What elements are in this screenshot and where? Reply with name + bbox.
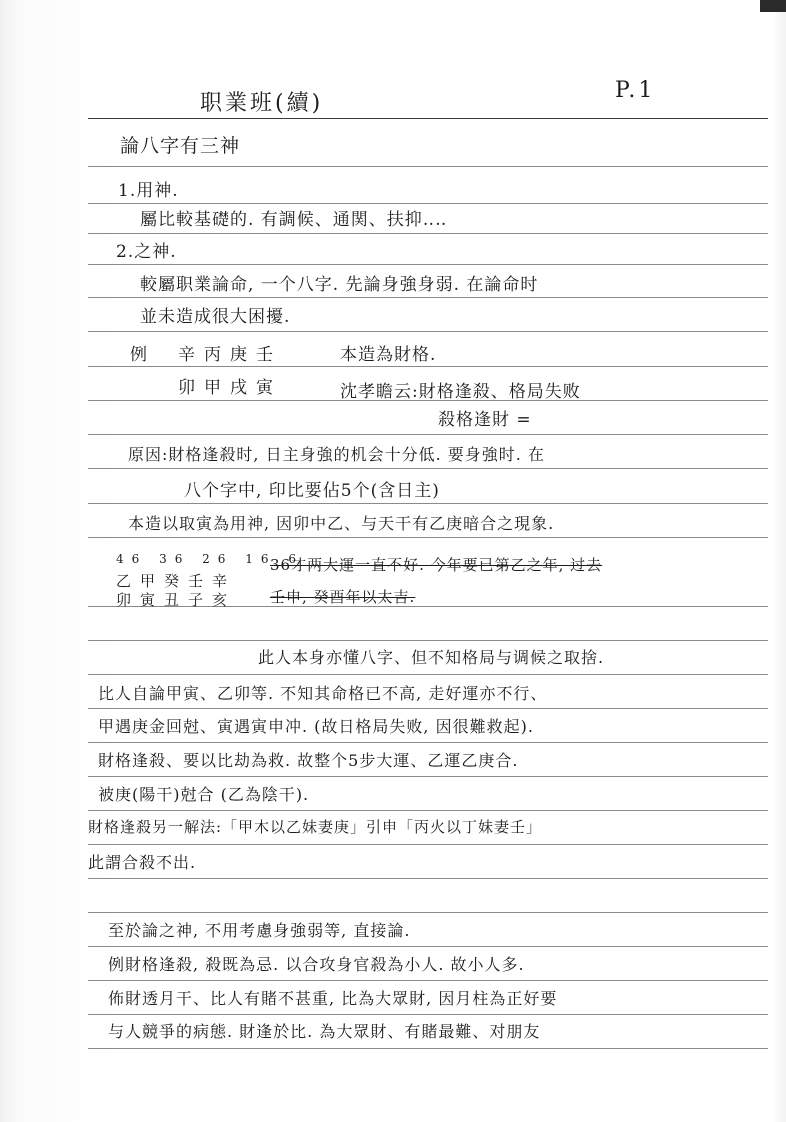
text-line: 財格逢殺另一解法:「甲木以乙妹妻庚」引申「丙火以丁妹妻壬」: [88, 818, 543, 836]
ruled-line: [88, 810, 768, 811]
ruled-line: [88, 503, 768, 504]
ruled-line: [88, 537, 768, 538]
text-line: 佈財透月干、比人有賭不甚重, 比為大眾財, 因月柱為正好要: [108, 989, 558, 1008]
text-line: 本造以取寅為用神, 因卯中乙、与天干有乙庚暗合之現象.: [128, 514, 555, 533]
ruled-line: [88, 233, 768, 234]
ruled-line: [88, 366, 768, 367]
text-line: 原因:財格逢殺时, 日主身強的机会十分低. 要身強时. 在: [128, 445, 545, 464]
text-line: 此人本身亦懂八字、但不知格局与调候之取捨.: [258, 648, 605, 667]
text-line: 被庚(陽干)尅合 (乙為陰干).: [98, 785, 310, 804]
ruled-line: [88, 203, 768, 204]
text-line: 八个字中, 印比要佔5个(含日主): [184, 481, 440, 501]
ruled-line: [88, 264, 768, 265]
text-line: 比人自論甲寅、乙卯等. 不知其命格已不高, 走好運亦不行、: [98, 684, 548, 703]
ruled-line: [88, 708, 768, 709]
item-heading-yongshen: 1.用神.: [118, 181, 179, 201]
luck-stems: 乙甲癸壬辛: [116, 572, 237, 590]
page-number: P.1: [615, 78, 656, 103]
chart-stems: 辛丙庚壬: [178, 345, 282, 365]
ruled-line: [88, 118, 768, 119]
ruled-line: [88, 1048, 768, 1049]
ruled-line: [88, 166, 768, 167]
ruled-line: [88, 878, 768, 879]
text-line: 36才两大運一直不好. 今年要已第乙之年, 过去: [270, 556, 603, 574]
page-title: 职業班(續): [200, 91, 324, 116]
example-label: 例: [130, 345, 148, 365]
text-line: 壬申, 癸酉年以太吉.: [270, 588, 416, 606]
text-line: 屬比較基礎的. 有調候、通関、扶抑‥‥: [140, 210, 448, 230]
ruled-line: [88, 1014, 768, 1015]
ruled-line: [88, 674, 768, 675]
luck-branches: 卯寅丑子亥: [116, 591, 237, 609]
ruled-line: [88, 434, 768, 435]
text-line: 並未造成很大困擾.: [140, 307, 291, 327]
text-line: 沈孝瞻云:財格逢殺、格局失败: [340, 382, 581, 402]
ruled-line: [88, 844, 768, 845]
ruled-line: [88, 946, 768, 947]
ruled-line: [88, 297, 768, 298]
text-line: 至於論之神, 不用考慮身強弱等, 直接論.: [108, 921, 411, 940]
text-line: 本造為財格.: [340, 345, 437, 365]
text-line: 殺格逢財 =: [438, 410, 532, 430]
chart-branches: 卯甲戌寅: [178, 378, 282, 398]
luck-ages: 46 36 26 16 6: [116, 552, 304, 566]
text-line: 財格逢殺、要以比劫為救. 故整个5步大運、乙運乙庚合.: [98, 751, 519, 770]
corner-mark: [760, 0, 786, 12]
ruled-line: [88, 776, 768, 777]
section-heading: 論八字有三神: [120, 135, 241, 157]
text-line: 此謂合殺不出.: [88, 853, 197, 872]
ruled-line: [88, 912, 768, 913]
ruled-line: [88, 980, 768, 981]
text-line: 甲遇庚金回尅、寅遇寅申冲. (故日格局失败, 因很難救起).: [98, 717, 534, 736]
item-heading-zhishen: 2.之神.: [116, 242, 177, 262]
text-line: 較屬职業論命, 一个八字. 先論身強身弱. 在論命时: [140, 275, 539, 295]
text-line: 例財格逢殺, 殺既為忌. 以合攻身官殺為小人. 故小人多.: [108, 955, 525, 974]
ruled-line: [88, 640, 768, 641]
text-line: 与人競爭的病態. 財逢於比. 為大眾財、有賭最難、对朋友: [108, 1022, 541, 1041]
ruled-line: [88, 331, 768, 332]
ruled-line: [88, 742, 768, 743]
page-edge-shadow: [772, 0, 786, 1122]
ruled-line: [88, 468, 768, 469]
